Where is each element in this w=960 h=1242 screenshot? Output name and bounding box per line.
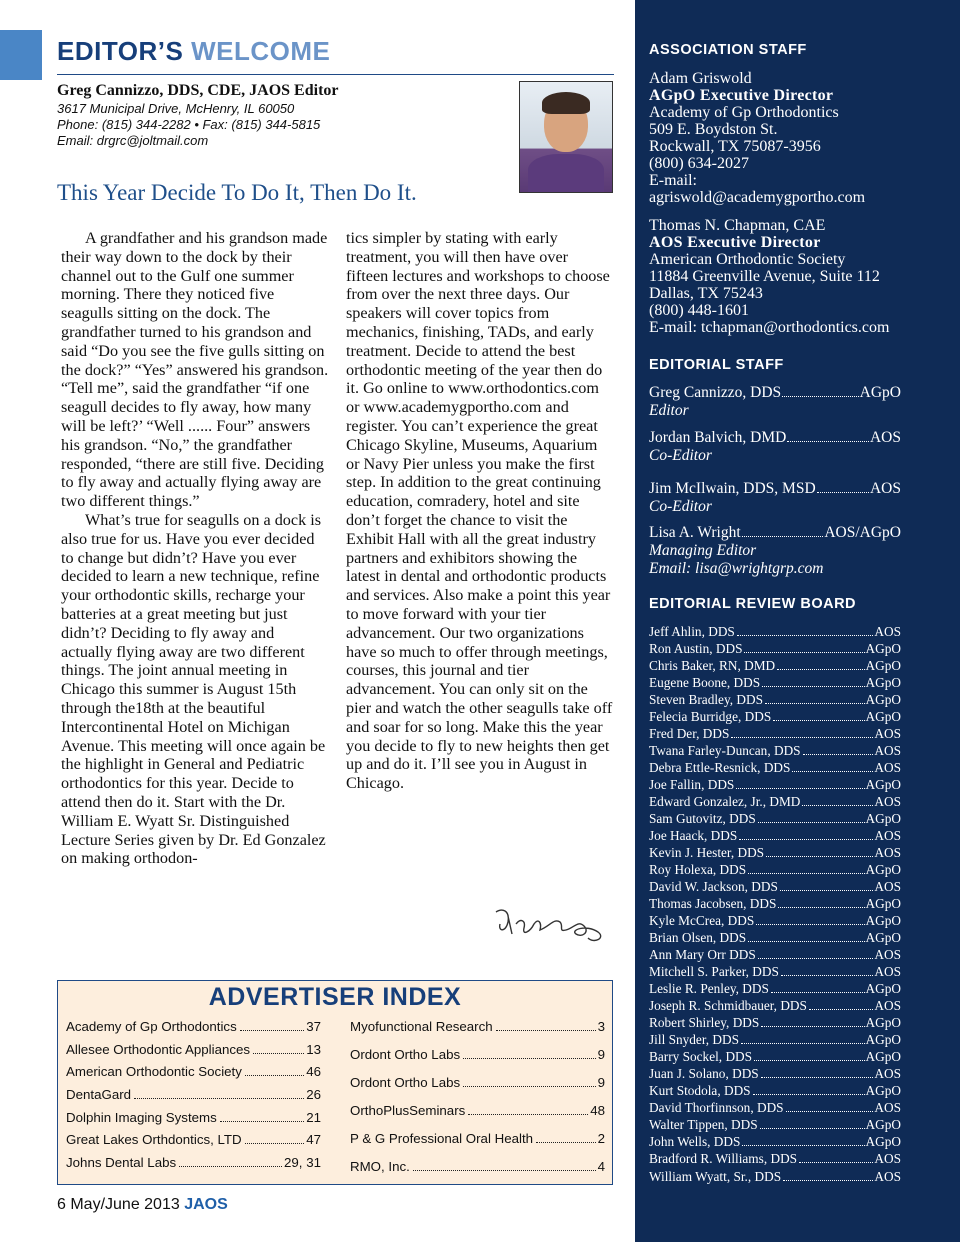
review-board-member-name: Roy Holexa, DDS xyxy=(649,862,747,878)
staff-contact-2 xyxy=(649,217,889,336)
staff-sidebar xyxy=(635,0,960,1242)
review-board-heading: EDITORIAL REVIEW BOARD xyxy=(649,596,857,612)
review-board-member-name: Robert Shirley, DDS xyxy=(649,1015,760,1031)
review-board-member xyxy=(649,862,901,879)
review-board-member xyxy=(649,879,901,896)
editorial-staff-heading: EDITORIAL STAFF xyxy=(649,357,784,373)
review-board-member-name: Kyle McCrea, DDS xyxy=(649,913,755,929)
editorial-member xyxy=(649,429,901,465)
review-board-member-name: Barry Sockel, DDS xyxy=(649,1049,753,1065)
review-board-member-org: AOS xyxy=(874,743,901,759)
review-board-member-org: AOS xyxy=(874,726,901,742)
editorial-member-name: Jordan Balvich, DMD xyxy=(649,429,787,446)
page-title-part1: EDITOR’S xyxy=(57,36,184,66)
review-board-member-name: Chris Baker, RN, DMD xyxy=(649,658,776,674)
review-board-member xyxy=(649,1117,901,1134)
review-board-list xyxy=(649,624,901,1186)
header-divider xyxy=(57,74,614,75)
review-board-member-name: Joe Haack, DDS xyxy=(649,828,738,844)
advertiser-name: Dolphin Imaging Systems xyxy=(66,1109,217,1125)
review-board-member xyxy=(649,947,901,964)
review-board-member-org: AOS xyxy=(874,1151,901,1167)
staff-contact-1 xyxy=(649,70,865,206)
review-board-member-org: AOS xyxy=(874,998,901,1014)
editorial-member-name: Jim McIlwain, DDS, MSD xyxy=(649,480,816,497)
page-footer xyxy=(57,1196,228,1214)
advertiser-entry xyxy=(66,1064,321,1087)
review-board-member-org: AOS xyxy=(874,845,901,861)
staff-org: Academy of Gp Orthodontics xyxy=(649,104,839,121)
page-title xyxy=(57,36,330,67)
review-board-member-name: Joe Fallin, DDS xyxy=(649,777,735,793)
article-paragraph: A grandfather and his grandson made their way down to the dock by their channel out to the Gulf one summer morning. There they noticed five seagulls sitting on the dock. The grandfather turned to his grandson and said “Do you see the five gulls sitting on the dock?” “Yes” answered his grandson. “Tell me”, said the grandfather “if one seagull decides to fly away, how many will be left?’ “Well ...... Four” answers his grandson. “No,” the grandfather responded, “there are still five. Deciding to fly away and actually flying away are two different things.” xyxy=(61,229,329,511)
review-board-member xyxy=(649,1066,901,1083)
advertiser-entry xyxy=(66,1087,321,1110)
review-board-member-name: William Wyatt, Sr., DDS xyxy=(649,1168,782,1184)
editor-signature xyxy=(490,902,610,946)
review-board-member-org: AGpO xyxy=(865,1032,901,1048)
review-board-member xyxy=(649,743,901,760)
review-board-member-org: AGpO xyxy=(865,981,901,997)
advertiser-name: Great Lakes Orthdontics, LTD xyxy=(66,1132,242,1148)
advertiser-name: RMO, Inc. xyxy=(350,1159,410,1174)
review-board-member xyxy=(649,794,901,811)
review-board-member xyxy=(649,726,901,743)
advertiser-list-left xyxy=(66,1019,321,1178)
review-board-member xyxy=(649,1134,901,1151)
footer-journal: JAOS xyxy=(184,1196,228,1213)
advertiser-name: Ordont Ortho Labs xyxy=(350,1047,461,1062)
advertiser-name: OrthoPlusSeminars xyxy=(350,1103,466,1118)
staff-email-label: E-mail: xyxy=(649,172,697,189)
review-board-member-name: Felecia Burridge, DDS xyxy=(649,709,772,725)
advertiser-entry xyxy=(66,1132,321,1155)
advertiser-entry xyxy=(350,1159,605,1187)
review-board-member xyxy=(649,675,901,692)
review-board-member xyxy=(649,641,901,658)
review-board-member-org: AGpO xyxy=(865,675,901,691)
editorial-member-role: Co-Editor xyxy=(649,498,712,515)
advertiser-page: 13 xyxy=(306,1041,321,1057)
staff-phone: (800) 634-2027 xyxy=(649,155,749,172)
review-board-member-name: Edward Gonzalez, Jr., DMD xyxy=(649,794,801,810)
review-board-member-name: Fred Der, DDS xyxy=(649,726,730,742)
footer-page-date: 6 May/June 2013 xyxy=(57,1196,180,1213)
editorial-member-role: Editor xyxy=(649,402,689,419)
review-board-member-name: Kevin J. Hester, DDS xyxy=(649,845,765,861)
review-board-member xyxy=(649,811,901,828)
article-column-2 xyxy=(346,229,614,793)
review-board-member-name: Ron Austin, DDS xyxy=(649,641,743,657)
advertiser-name: American Orthodontic Society xyxy=(66,1064,242,1080)
advertiser-page: 26 xyxy=(306,1087,321,1103)
editor-phone: Phone: (815) 344-2282 • Fax: (815) 344-5815 xyxy=(57,117,321,132)
review-board-member xyxy=(649,828,901,845)
review-board-member-org: AGpO xyxy=(865,692,901,708)
advertiser-entry xyxy=(350,1047,605,1075)
advertiser-entry xyxy=(350,1019,605,1047)
review-board-member-org: AGpO xyxy=(865,896,901,912)
advertiser-name: Academy of Gp Orthodontics xyxy=(66,1019,237,1034)
advertiser-name: P & G Professional Oral Health xyxy=(350,1131,534,1146)
advertiser-entry xyxy=(350,1131,605,1159)
staff-title: AGpO Executive Director xyxy=(649,87,834,104)
review-board-member-org: AOS xyxy=(874,1168,901,1184)
advertiser-list-right xyxy=(350,1019,605,1187)
editorial-member-name: Greg Cannizzo, DDS xyxy=(649,384,782,401)
review-board-member-name: Kurt Stodola, DDS xyxy=(649,1083,751,1099)
staff-name: Thomas N. Chapman, CAE xyxy=(649,217,826,234)
review-board-member-org: AGpO xyxy=(865,862,901,878)
review-board-member-name: Brian Olsen, DDS xyxy=(649,930,747,946)
review-board-member-org: AGpO xyxy=(865,777,901,793)
editor-name: Greg Cannizzo, DDS, CDE, JAOS Editor xyxy=(57,82,339,99)
review-board-member xyxy=(649,998,901,1015)
header-accent-tab xyxy=(0,30,42,80)
staff-address: Rockwall, TX 75087-3956 xyxy=(649,138,821,155)
editor-photo xyxy=(519,81,613,193)
editorial-member-role: Co-Editor xyxy=(649,447,712,464)
advertiser-page: 37 xyxy=(306,1019,321,1034)
review-board-member xyxy=(649,964,901,981)
review-board-member-name: Leslie R. Penley, DDS xyxy=(649,981,769,997)
review-board-member-org: AGpO xyxy=(865,1134,901,1150)
staff-email: agriswold@academygportho.com xyxy=(649,189,866,206)
review-board-member xyxy=(649,777,901,794)
advertiser-index-title: ADVERTISER INDEX xyxy=(208,983,462,1011)
editorial-member-role: Managing Editor xyxy=(649,542,757,559)
advertiser-page: 21 xyxy=(306,1109,321,1125)
editorial-member-org: AGpO xyxy=(859,384,901,401)
review-board-member xyxy=(649,658,901,675)
staff-email: E-mail: tchapman@orthodontics.com xyxy=(649,319,890,336)
advertiser-page: 2 xyxy=(597,1131,605,1146)
review-board-member xyxy=(649,1015,901,1032)
review-board-member xyxy=(649,1032,901,1049)
advertiser-page: 9 xyxy=(597,1075,605,1090)
staff-title: AOS Executive Director xyxy=(649,234,821,251)
editorial-member-org: AOS/AGpO xyxy=(824,524,901,541)
editorial-member xyxy=(649,384,901,420)
review-board-member-name: Bradford R. Williams, DDS xyxy=(649,1151,798,1167)
review-board-member xyxy=(649,845,901,862)
editor-address: 3617 Municipal Drive, McHenry, IL 60050 xyxy=(57,101,295,116)
review-board-member xyxy=(649,981,901,998)
review-board-member xyxy=(649,896,901,913)
advertiser-name: Johns Dental Labs xyxy=(66,1155,177,1171)
review-board-member xyxy=(649,624,901,641)
article-headline: This Year Decide To Do It, Then Do It. xyxy=(57,180,417,205)
editorial-member-email: Email: lisa@wrightgrp.com xyxy=(649,560,824,577)
review-board-member-org: AGpO xyxy=(865,1083,901,1099)
page-title-part2: WELCOME xyxy=(191,36,331,66)
advertiser-index xyxy=(57,980,613,1185)
editorial-member-org: AOS xyxy=(869,480,901,497)
review-board-member-org: AGpO xyxy=(865,1015,901,1031)
review-board-member xyxy=(649,1151,901,1168)
review-board-member-name: Ann Mary Orr DDS xyxy=(649,947,756,963)
review-board-member-org: AOS xyxy=(874,828,901,844)
staff-phone: (800) 448-1601 xyxy=(649,302,749,319)
editorial-member xyxy=(649,480,901,516)
review-board-member-name: Joseph R. Schmidbauer, DDS xyxy=(649,998,807,1014)
review-board-member-org: AOS xyxy=(874,879,901,895)
editorial-member xyxy=(649,524,901,578)
review-board-member-org: AOS xyxy=(874,794,901,810)
review-board-member-name: Mitchell S. Parker, DDS xyxy=(649,964,779,980)
review-board-member-org: AGpO xyxy=(865,930,901,946)
review-board-member xyxy=(649,1169,901,1186)
advertiser-entry xyxy=(66,1155,321,1178)
review-board-member-org: AGpO xyxy=(865,913,901,929)
editor-contact xyxy=(57,82,507,149)
advertiser-entry xyxy=(350,1075,605,1103)
editorial-member-org: AOS xyxy=(869,429,901,446)
advertiser-name: Allesee Orthodontic Appliances xyxy=(66,1041,251,1057)
review-board-member-name: Eugene Boone, DDS xyxy=(649,675,761,691)
review-board-member xyxy=(649,1100,901,1117)
staff-address: Dallas, TX 75243 xyxy=(649,285,763,302)
review-board-member-name: Sam Gutovitz, DDS xyxy=(649,811,756,827)
review-board-member-org: AOS xyxy=(874,1066,901,1082)
staff-address: 11884 Greenville Avenue, Suite 112 xyxy=(649,268,880,285)
review-board-member-org: AOS xyxy=(874,964,901,980)
review-board-member xyxy=(649,1049,901,1066)
staff-address: 509 E. Boydston St. xyxy=(649,121,778,138)
review-board-member-name: Debra Ettle-Resnick, DDS xyxy=(649,760,791,776)
review-board-member-org: AOS xyxy=(874,760,901,776)
advertiser-entry xyxy=(66,1110,321,1133)
advertiser-entry xyxy=(350,1103,605,1131)
review-board-member-name: Jill Snyder, DDS xyxy=(649,1032,739,1048)
advertiser-entry xyxy=(66,1019,321,1042)
advertiser-page: 29, 31 xyxy=(284,1155,321,1171)
advertiser-page: 46 xyxy=(306,1064,321,1080)
advertiser-page: 4 xyxy=(597,1159,605,1174)
review-board-member-name: Twana Farley-Duncan, DDS xyxy=(649,743,801,759)
review-board-member-org: AOS xyxy=(874,624,901,639)
article-column-1 xyxy=(61,229,329,868)
advertiser-entry xyxy=(66,1042,321,1065)
review-board-member-org: AGpO xyxy=(865,709,901,725)
advertiser-name: Ordont Ortho Labs xyxy=(350,1075,461,1090)
review-board-member xyxy=(649,760,901,777)
advertiser-page: 3 xyxy=(597,1019,605,1034)
review-board-member-org: AGpO xyxy=(865,1117,901,1133)
review-board-member-org: AOS xyxy=(874,1100,901,1116)
editor-email: Email: drgrc@joltmail.com xyxy=(57,133,209,148)
article-paragraph: tics simpler by stating with early treatment, you will then have over fifteen lectures and workshops to choose from over the next three days. Our speakers will cover topics from mechanics, finishing, TADs, and early treatment. Decide to attend the best orthodontic meeting of the year then do it. Go online to www.orthodontics.com or www.academygportho.com and register. You can’t experience the great Chicago Skyline, Museums, Aquarium or Navy Pier unless you make the first step. In addition to the great continuing education, comradery, hotel and site don’t forget the chance to visit the Exhibit Hall with all the great industry partners and exhibitors showing the latest in dental and orthodontic products and services. Also make a point this year to move forward with your tier advancement. Our two organizations have so much to offer through meetings, courses, this journal and tier advancement. You can only sit on the pier and watch the other seagulls take off and soar for so long. Make this the year you decide to fly to new heights then get up and do it. I’ll see you in August in Chicago. xyxy=(346,229,613,793)
advertiser-page: 9 xyxy=(597,1047,605,1062)
staff-org: American Orthodontic Society xyxy=(649,251,846,268)
staff-name: Adam Griswold xyxy=(649,70,752,87)
advertiser-page: 48 xyxy=(590,1103,605,1118)
advertiser-name: Myofunctional Research xyxy=(350,1019,493,1034)
review-board-member-org: AGpO xyxy=(865,811,901,827)
review-board-member xyxy=(649,930,901,947)
review-board-member-org: AOS xyxy=(874,947,901,963)
review-board-member-name: David W. Jackson, DDS xyxy=(649,879,778,895)
review-board-member xyxy=(649,1083,901,1100)
review-board-member xyxy=(649,913,901,930)
review-board-member-name: John Wells, DDS xyxy=(649,1134,741,1150)
review-board-member-name: Juan J. Solano, DDS xyxy=(649,1066,759,1082)
review-board-member-name: Thomas Jacobsen, DDS xyxy=(649,896,777,912)
review-board-member-name: Steven Bradley, DDS xyxy=(649,692,763,708)
advertiser-name: DentaGard xyxy=(66,1087,132,1103)
review-board-member-org: AGpO xyxy=(865,1049,901,1065)
review-board-member xyxy=(649,709,901,726)
review-board-member-name: Jeff Ahlin, DDS xyxy=(649,624,735,639)
article-paragraph: What’s true for seagulls on a dock is also true for us. Have you ever decided to change but didn’t? Have you ever decided to learn a new technique, refine your orthodontic skills, recharge your batteries at a great meeting but just didn’t? Deciding to fly away and actually flying away are two different things. The joint annual meeting in Chicago this summer is August 15th through the18th at the beautiful Intercontinental Hotel on Michigan Avenue. This meeting will once again be the highlight in General and Pediatric orthodontics for this year. Decide to attend then do it. Start with the Dr. William E. Wyatt Sr. Distinguished Lecture Series given by Dr. Ed Gonzalez on making orthodon- xyxy=(61,510,326,868)
editorial-member-name: Lisa A. Wright xyxy=(649,524,741,541)
review-board-member-org: AGpO xyxy=(865,641,901,657)
review-board-member-org: AGpO xyxy=(865,658,901,674)
review-board-member-name: Walter Tippen, DDS xyxy=(649,1117,758,1133)
review-board-member-name: David Thorfinnson, DDS xyxy=(649,1100,784,1116)
advertiser-page: 47 xyxy=(306,1132,321,1148)
association-staff-heading: ASSOCIATION STAFF xyxy=(649,42,807,58)
review-board-member xyxy=(649,692,901,709)
